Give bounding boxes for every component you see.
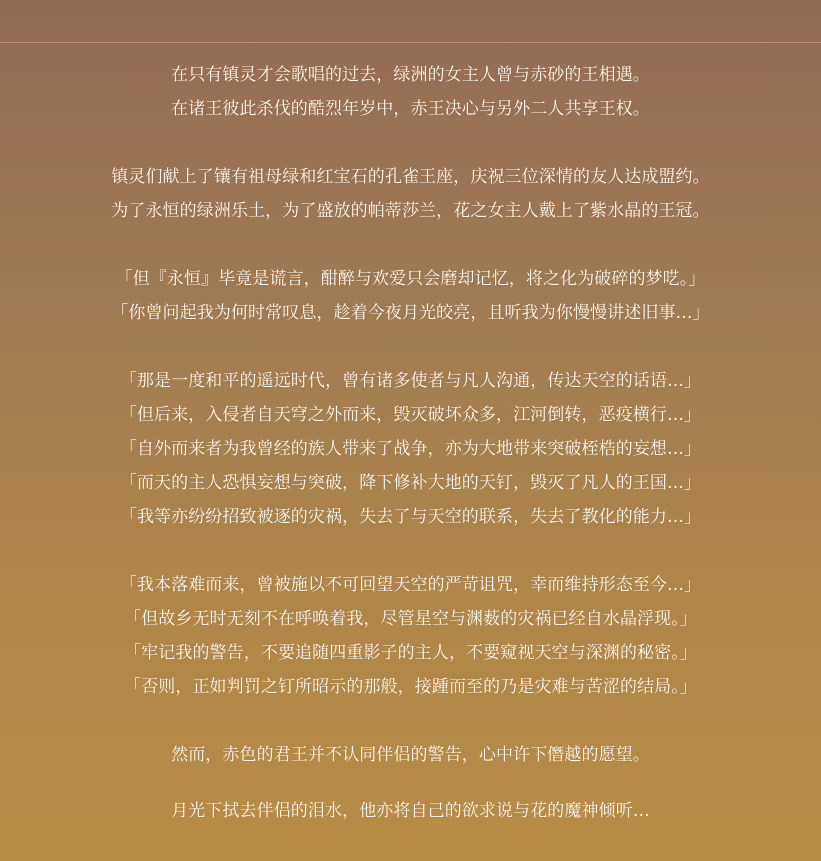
stanza-gap (0, 330, 821, 364)
stanza-gap (0, 228, 821, 262)
poem-line: 「但后来，入侵者自天穹之外而来，毁灭破坏众多，江河倒转，恶疫横行…」 (119, 405, 702, 425)
poem-line: 为了永恒的绿洲乐土，为了盛放的帕蒂莎兰，花之女主人戴上了紫水晶的王冠。 (111, 201, 710, 221)
poem-line: 「自外而来者为我曾经的族人带来了战争，亦为大地带来突破桎梏的妄想…」 (119, 439, 702, 459)
stanza-4 (0, 364, 821, 534)
stanza-5 (0, 568, 821, 704)
poem-line: 「牢记我的警告，不要追随四重影子的主人，不要窥视天空与深渊的秘密。」 (124, 643, 697, 663)
stanza-gap (0, 126, 821, 160)
stanza-gap (0, 534, 821, 568)
poem-line: 「你曾问起我为何时常叹息，趁着今夜月光皎亮，且听我为你慢慢讲述旧事…」 (111, 303, 710, 323)
poem-line: 月光下拭去伴侣的泪水，他亦将自己的欲求说与花的魔神倾听… (171, 801, 650, 821)
poem-line: 「那是一度和平的遥远时代，曾有诸多使者与凡人沟通，传达天空的话语…」 (119, 371, 702, 391)
poem-text (0, 58, 821, 828)
stanza-6 (0, 738, 821, 772)
top-divider (0, 42, 821, 43)
stanza-2 (0, 160, 821, 228)
poem-line: 「但『永恒』毕竟是谎言，酣醉与欢爱只会磨却记忆，将之化为破碎的梦呓。」 (115, 269, 706, 289)
stanza-gap (0, 704, 821, 738)
poem-line: 然而，赤色的君王并不认同伴侣的警告，心中许下僭越的愿望。 (171, 745, 650, 765)
poem-line: 「否则，正如判罚之钉所昭示的那般，接踵而至的乃是灾难与苦涩的结局。」 (124, 677, 697, 697)
poem-line: 在诸王彼此杀伐的酷烈年岁中，赤王决心与另外二人共享王权。 (171, 99, 650, 119)
poem-line: 「我等亦纷纷招致被逐的灾祸，失去了与天空的联系，失去了教化的能力…」 (119, 507, 702, 527)
stanza-gap (0, 772, 821, 794)
stanza-3 (0, 262, 821, 330)
poem-line: 在只有镇灵才会歌唱的过去，绿洲的女主人曾与赤砂的王相遇。 (171, 65, 650, 85)
stanza-1 (0, 58, 821, 126)
stanza-7 (0, 794, 821, 828)
poem-line: 镇灵们献上了镶有祖母绿和红宝石的孔雀王座，庆祝三位深情的友人达成盟约。 (111, 167, 710, 187)
poem-line: 「而天的主人恐惧妄想与突破，降下修补大地的天钉，毁灭了凡人的王国…」 (119, 473, 702, 493)
poem-line: 「我本落难而来，曾被施以不可回望天空的严苛诅咒，幸而维持形态至今…」 (119, 575, 702, 595)
poem-line: 「但故乡无时无刻不在呼唤着我，尽管星空与渊薮的灾祸已经自水晶浮现。」 (124, 609, 697, 629)
